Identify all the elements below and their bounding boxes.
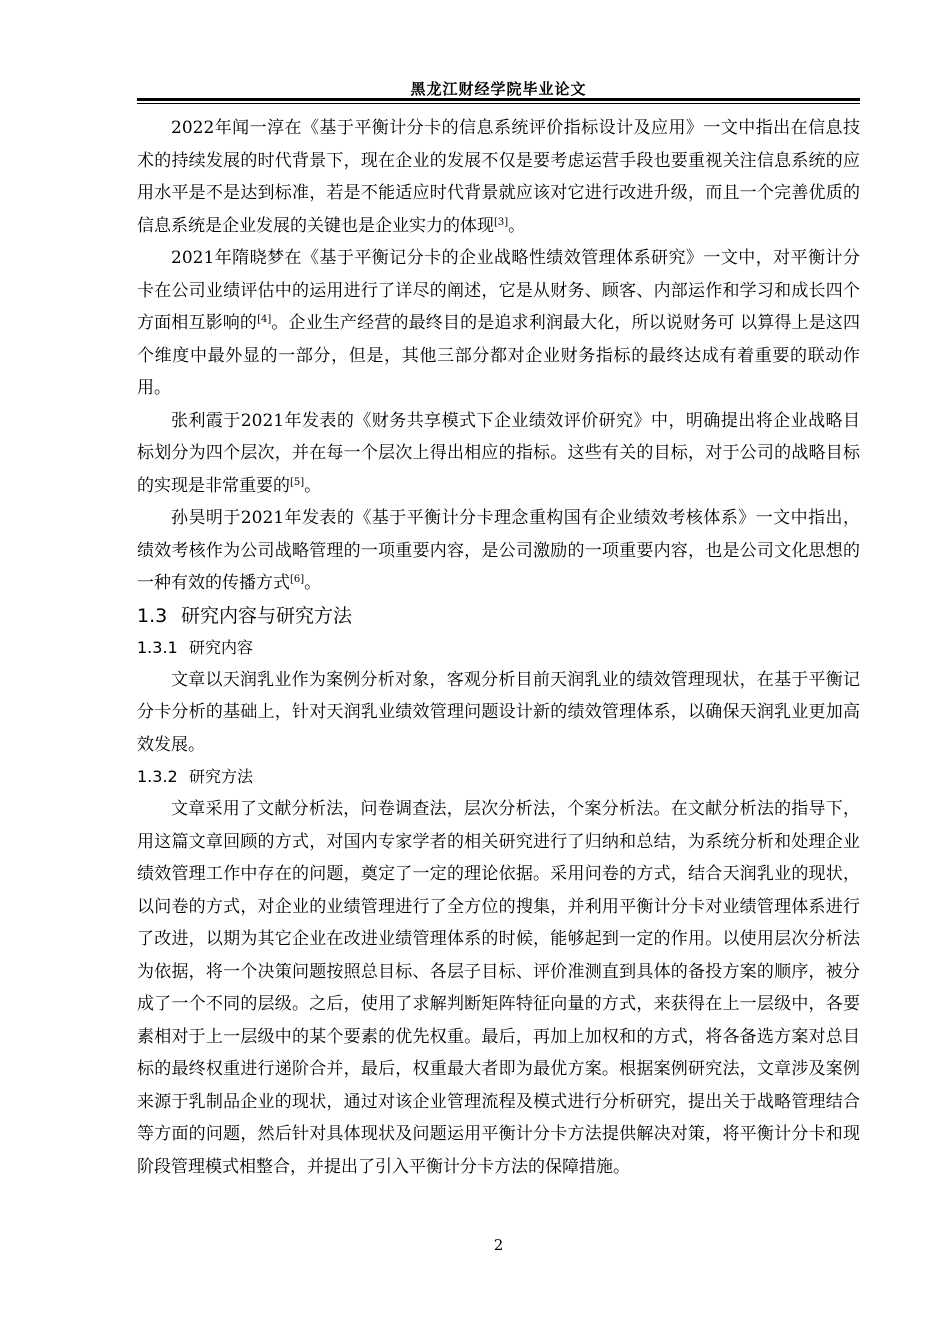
citation-3[interactable]: [3] bbox=[494, 216, 509, 228]
citation-6[interactable]: [6] bbox=[290, 574, 305, 585]
header-rule-thick bbox=[137, 98, 860, 101]
paragraph-research-content: 文章以天润乳业作为案例分析对象，客观分析目前天润乳业的绩效管理现状，在基于平衡记分卡分析的基础上，针对天润乳业绩效管理问题设计新的绩效管理体系，以确保天润乳业更加高效发展。 bbox=[137, 669, 860, 755]
subsection-number: 1.3.2 bbox=[137, 767, 178, 786]
subsection-heading-research-method bbox=[137, 761, 860, 793]
subsection-heading-research-content bbox=[137, 632, 860, 664]
page-content bbox=[137, 112, 860, 1183]
paragraph-4: 孙昊明于2021年发表的《基于平衡计分卡理念重构国有企业绩效考核体系》一文中指出，绩效考核作为公司战略管理的一项重要内容，是公司激励的一项重要内容，也是公司文化思想的一种有效的传播方式[6]。 bbox=[137, 508, 860, 593]
paragraph-research-method: 文章采用了文献分析法，问卷调查法，层次分析法，个案分析法。在文献分析法的指导下，用这篇文章回顾的方式，对国内专家学者的相关研究进行了归纳和总结，为系统分析和处理企业绩效管理工作中存在的问题，奠定了一定的理论依据。采用问卷的方式，结合天润乳业的现状，以问卷的方式，对企业的业绩管理进行了全方位的搜集，并利用平衡计分卡对业绩管理体系进行了改进，以期为其它企业在改进业绩管理体系的时候，能够起到一定的作用。以使用层次分析法为依据，将一个决策问题按照总目标、各层子目标、评价准测直到具体的备投方案的顺序，被分成了一个不同的层级。之后，使用了求解判断矩阵特征向量的方式，来获得在上一层级中，各要素相对于上一层级中的某个要素的优先权重。最后，再加上加权和的方式，将各备选方案对总目标的最终权重进行递阶合并，最后，权重最大者即为最优方案。根据案例研究法，文章涉及案例来源于乳制品企业的现状，通过对该企业管理流程及模式进行分析研究，提出关于战略管理结合等方面的问题，然后针对具体现状及问题运用平衡计分卡方法提供解决对策，将平衡计分卡和现阶段管理模式相整合，并提出了引入平衡计分卡方法的保障措施。 bbox=[137, 799, 860, 1177]
subsection-title: 研究方法 bbox=[189, 767, 254, 786]
header-rule-thin bbox=[137, 103, 860, 104]
subsection-number: 1.3.1 bbox=[137, 637, 178, 657]
subsection-title: 研究内容 bbox=[189, 637, 254, 657]
citation-4[interactable]: [4] bbox=[257, 314, 272, 325]
paragraph-1: 2022年闻一淳在《基于平衡计分卡的信息系统评价指标设计及应用》一文中指出在信息技术的持续发展的时代背景下，现在企业的发展不仅是要考虑运营手段也要重视关注信息系统的应用水平是不是达到标准，若是不能适应时代背景就应该对它进行改进升级，而且一个完善优质的信息系统是企业发展的关键也是企业实力的体现[3]。 bbox=[137, 118, 860, 236]
section-number: 1.3 bbox=[137, 604, 168, 627]
running-header: 黑龙江财经学院毕业论文 bbox=[410, 80, 587, 98]
section-title: 研究内容与研究方法 bbox=[181, 604, 353, 627]
citation-5[interactable]: [5] bbox=[290, 476, 305, 488]
section-heading bbox=[137, 600, 860, 632]
page-number: 2 bbox=[493, 1236, 504, 1254]
paragraph-2: 2021年隋晓梦在《基于平衡记分卡的企业战略性绩效管理体系研究》一文中，对平衡计分卡在公司业绩评估中的运用进行了详尽的阐述，它是从财务、顾客、内部运作和学习和成长四个方面相互影响的[4]。企业生产经营的最终目的是追求利润最大化，所以说财务可 以算得上是这四个维度中最外显的一部分，但是，其他三部分都对企业财务指标的最终达成有着重要的联动作用。 bbox=[137, 248, 861, 398]
paragraph-3: 张利霞于2021年发表的《财务共享模式下企业绩效评价研究》中，明确提出将企业战略目标划分为四个层次，并在每一个层次上得出相应的指标。这些有关的目标，对于公司的战略目标的实现是非常重要的[5]。 bbox=[137, 410, 860, 496]
